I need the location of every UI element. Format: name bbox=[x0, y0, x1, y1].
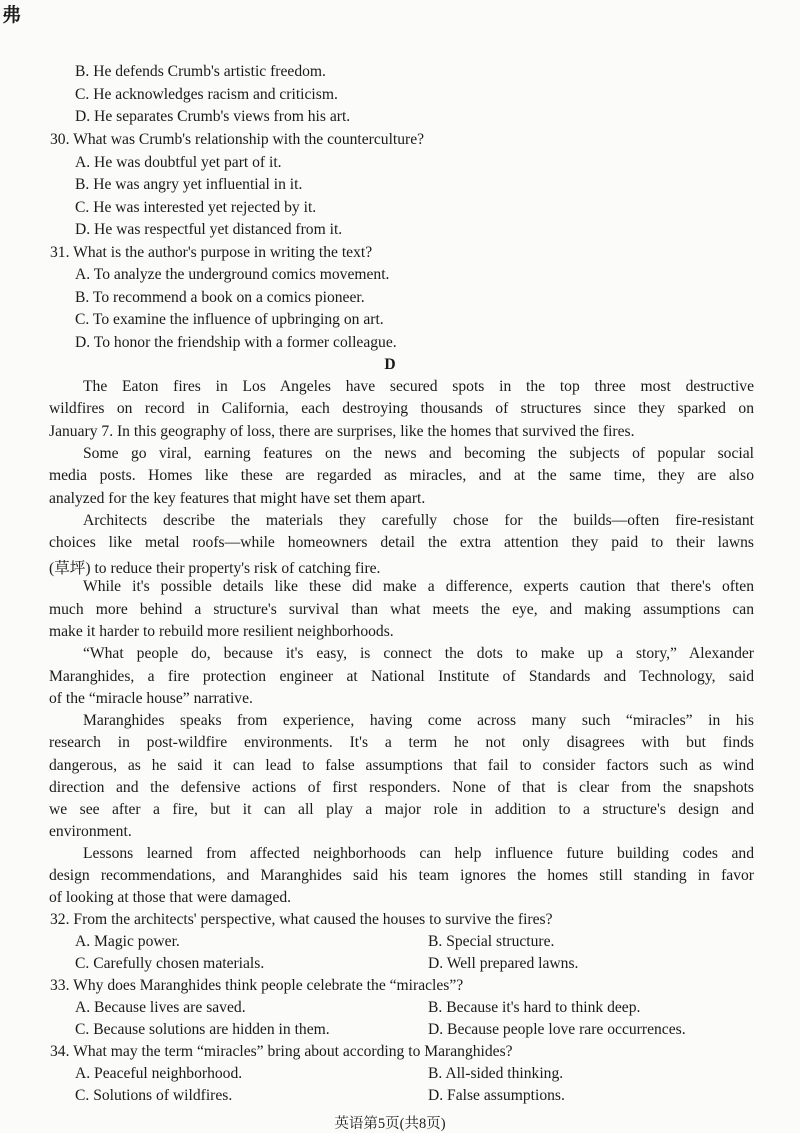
passage-line: (草坪) to reduce their property's risk of catching fire. bbox=[49, 560, 381, 577]
q32-stem: 32. From the architects' perspective, what caused the houses to survive the fires? bbox=[50, 911, 553, 928]
section-heading: D bbox=[384, 356, 396, 373]
q30-option-d: D. He was respectful yet distanced from it. bbox=[75, 221, 343, 238]
q32-option-d: D. Well prepared lawns. bbox=[428, 955, 579, 972]
passage-line: media posts. Homes like these are regarded as miracles, and at the same time, they are also bbox=[49, 467, 754, 484]
q30-option-c: C. He was interested yet rejected by it. bbox=[75, 199, 317, 216]
q33-option-d: D. Because people love rare occurrences. bbox=[428, 1021, 686, 1038]
q29-option-c: C. He acknowledges racism and criticism. bbox=[75, 86, 338, 103]
passage-line: environment. bbox=[49, 823, 132, 840]
passage-line: make it harder to rebuild more resilient neighborhoods. bbox=[49, 623, 394, 640]
q33-option-c: C. Because solutions are hidden in them. bbox=[75, 1021, 330, 1038]
q32-option-b: B. Special structure. bbox=[428, 933, 555, 950]
passage-line: Maranghides speaks from experience, having come across many such “miracles” in his bbox=[83, 712, 754, 729]
passage-line: Some go viral, earning features on the news and becoming the subjects of popular social bbox=[83, 445, 754, 462]
q32-option-a: A. Magic power. bbox=[75, 933, 180, 950]
q34-stem: 34. What may the term “miracles” bring about according to Maranghides? bbox=[50, 1043, 513, 1060]
passage-line: much more behind a structure's survival than what meets the eye, and making assumptions can bbox=[49, 601, 754, 618]
passage-line: direction and the defensive actions of first responders. None of that is clear from the snapshots bbox=[49, 779, 754, 796]
passage-line: dangerous, as he said it can lead to false assumptions that fail to consider factors such as wind bbox=[49, 757, 754, 774]
q30-option-a: A. He was doubtful yet part of it. bbox=[75, 154, 282, 171]
passage-line: “What people do, because it's easy, is connect the dots to make up a story,” Alexander bbox=[83, 645, 754, 662]
passage-line: of looking at those that were damaged. bbox=[49, 889, 292, 906]
passage-line: January 7. In this geography of loss, there are surprises, like the homes that survived the fires. bbox=[49, 423, 635, 440]
q31-option-d: D. To honor the friendship with a former colleague. bbox=[75, 334, 397, 351]
q29-option-b: B. He defends Crumb's artistic freedom. bbox=[75, 63, 326, 80]
passage-line: of the “miracle house” narrative. bbox=[49, 690, 253, 707]
q31-option-a: A. To analyze the underground comics movement. bbox=[75, 266, 390, 283]
q34-option-c: C. Solutions of wildfires. bbox=[75, 1087, 233, 1104]
corner-mark: 弗 bbox=[2, 5, 22, 26]
q31-option-b: B. To recommend a book on a comics pioneer. bbox=[75, 289, 365, 306]
passage-line: Maranghides, a fire protection engineer at National Institute of Standards and Technology, said bbox=[49, 668, 754, 685]
q33-option-a: A. Because lives are saved. bbox=[75, 999, 246, 1016]
passage-line: Lessons learned from affected neighborhoods can help influence future building codes and bbox=[83, 845, 754, 862]
q33-option-b: B. Because it's hard to think deep. bbox=[428, 999, 641, 1016]
passage-line: we see after a fire, but it can all play a major role in addition to a structure's design and bbox=[49, 801, 754, 818]
passage-line: Architects describe the materials they carefully chose for the builds—often fire-resistant bbox=[83, 512, 754, 529]
q29-option-d: D. He separates Crumb's views from his art. bbox=[75, 108, 351, 125]
q34-option-d: D. False assumptions. bbox=[428, 1087, 565, 1104]
passage-line: While it's possible details like these did make a difference, experts caution that there's often bbox=[83, 578, 754, 595]
passage-line: wildfires on record in California, each destroying thousands of structures since they sparked on bbox=[49, 400, 754, 417]
passage-line: analyzed for the key features that might have set them apart. bbox=[49, 490, 426, 507]
q34-option-b: B. All-sided thinking. bbox=[428, 1065, 564, 1082]
q30-stem: 30. What was Crumb's relationship with the counterculture? bbox=[50, 131, 425, 148]
passage-line: research in post-wildfire environments. It's a term he not only disagrees with but finds bbox=[49, 734, 754, 751]
q30-option-b: B. He was angry yet influential in it. bbox=[75, 176, 303, 193]
page-footer: 英语第5页(共8页) bbox=[334, 1116, 446, 1132]
q31-option-c: C. To examine the influence of upbringing on art. bbox=[75, 311, 384, 328]
q33-stem: 33. Why does Maranghides think people celebrate the “miracles”? bbox=[50, 977, 464, 994]
passage-line: choices like metal roofs—while homeowners detail the extra attention they paid to their lawns bbox=[49, 534, 754, 551]
passage-line: design recommendations, and Maranghides said his team ignores the homes still standing in favor bbox=[49, 867, 754, 884]
q32-option-c: C. Carefully chosen materials. bbox=[75, 955, 265, 972]
q34-option-a: A. Peaceful neighborhood. bbox=[75, 1065, 243, 1082]
q31-stem: 31. What is the author's purpose in writing the text? bbox=[50, 244, 373, 261]
passage-line: The Eaton fires in Los Angeles have secured spots in the top three most destructive bbox=[83, 378, 754, 395]
